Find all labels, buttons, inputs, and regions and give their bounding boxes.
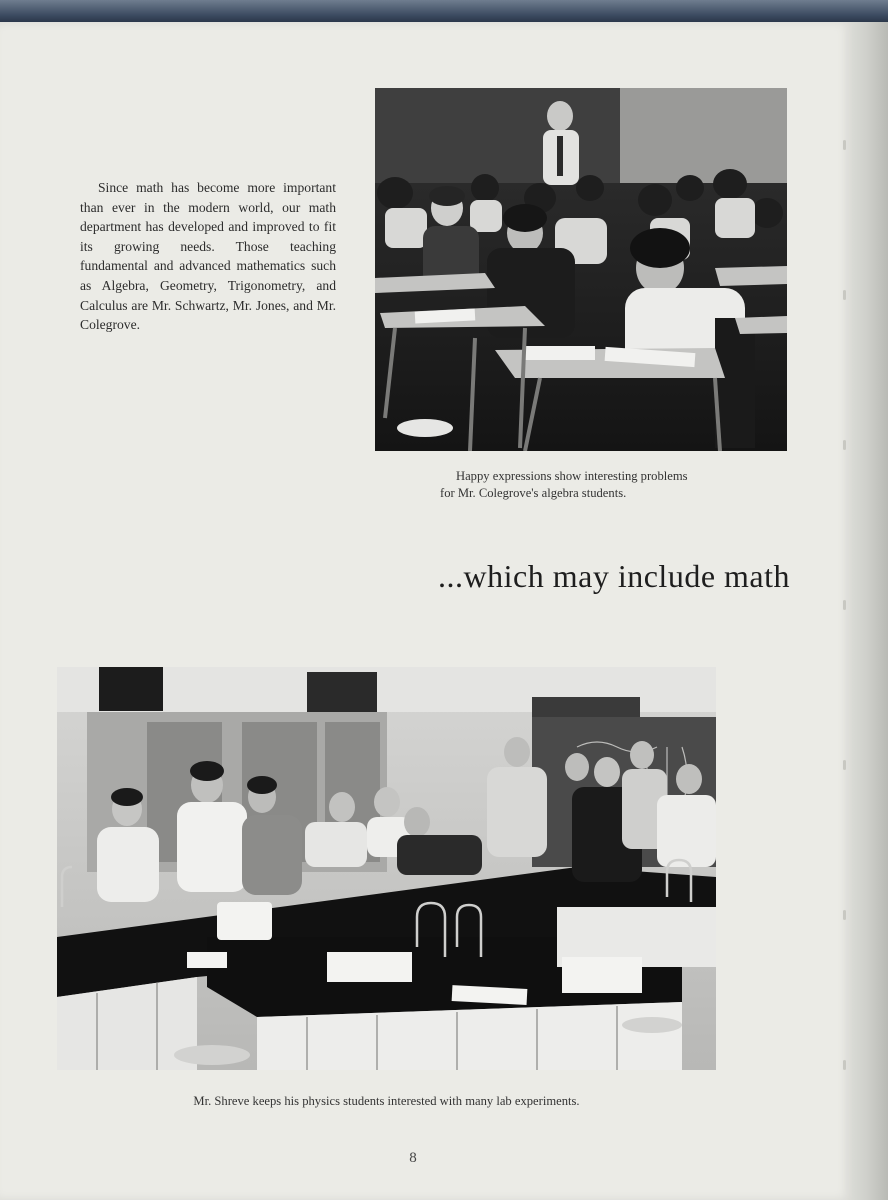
section-heading: ...which may include math: [438, 558, 790, 594]
intro-paragraph: Since math has become more important than ever in the modern world, our math department has developed and improved to fit its growing needs. Those teaching fundamental and advanced mathematics such as Algebra, Geometry, Trigonometry, and Calculus are Mr. Schwartz, Mr. Jones, and Mr. Colegrove.: [80, 180, 336, 333]
physics-lab-photo-caption: Mr. Shreve keeps his physics students interested with many lab experiments.: [193, 1094, 580, 1108]
book-cover-edge: [0, 0, 888, 22]
caption-line: for Mr. Colegrove's algebra students.: [440, 486, 627, 500]
physics-lab-photo: [57, 667, 716, 1070]
caption-line: Happy expressions show interesting problems: [456, 469, 688, 483]
classroom-photo-caption: [440, 468, 740, 502]
page-number: 8: [409, 1150, 417, 1166]
classroom-photo: [375, 88, 787, 451]
page-binding: [852, 22, 888, 1200]
